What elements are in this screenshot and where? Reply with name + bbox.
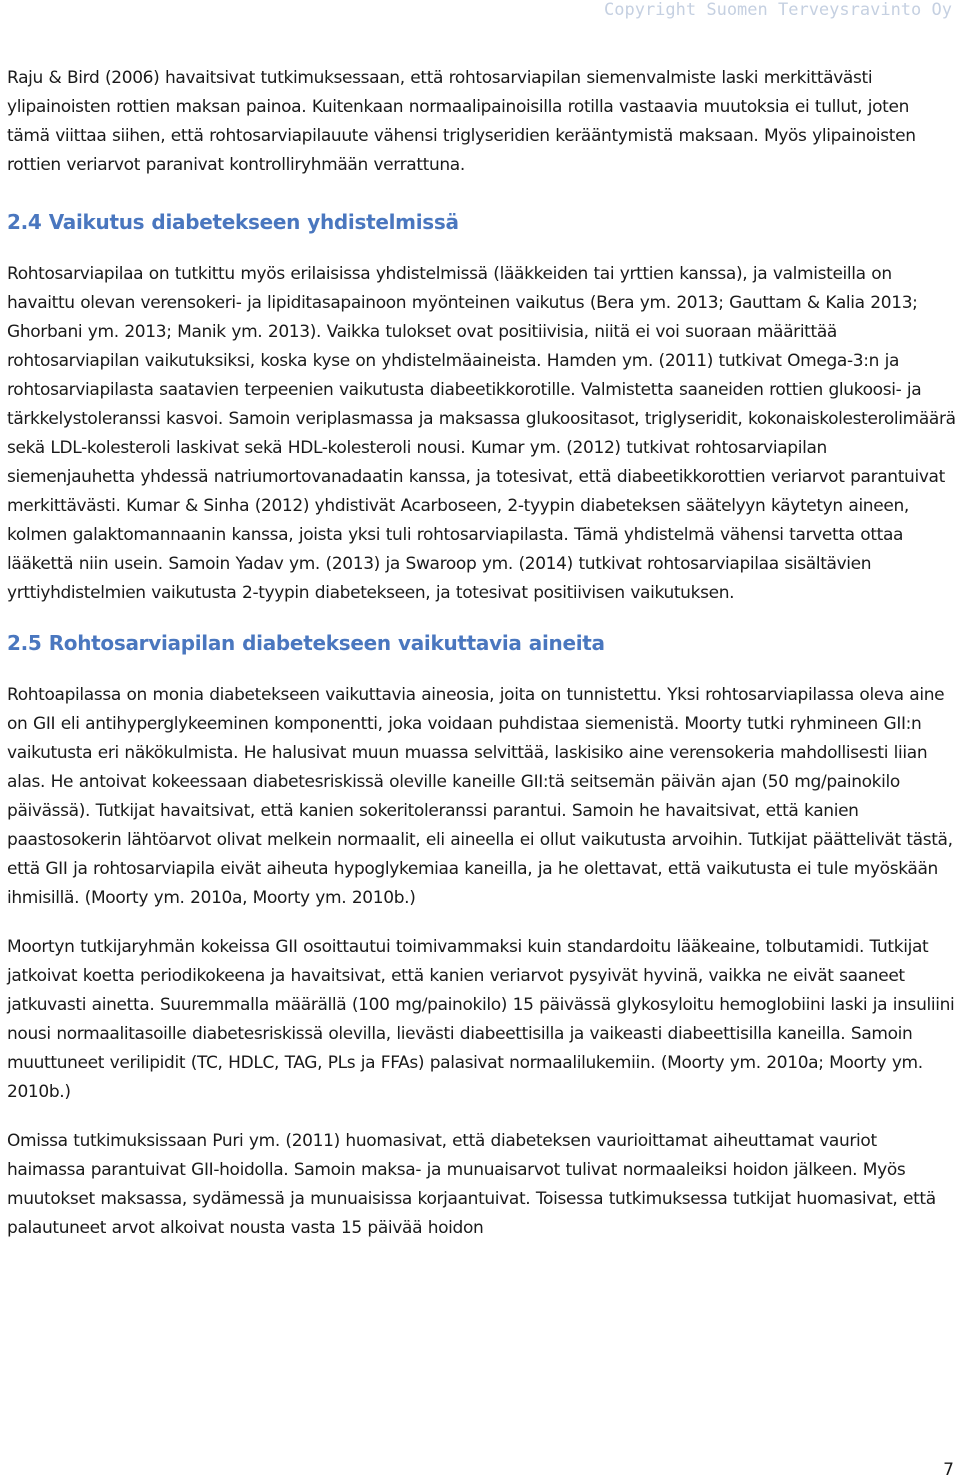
- copyright-header: Copyright Suomen Terveysravinto Oy: [604, 0, 952, 20]
- paragraph-moorty-group: Moortyn tutkijaryhmän kokeissa GII osoittautui toimivammaksi kuin standardoitu lääkeaine, tolbutamidi. Tutkijat jatkoivat koetta periodikokeena ja havaitsivat, että kanien veriarvot pysyivät hyvinä, vaikka ne eivät saaneet jatkuvasti ainetta. Suuremmalla määrällä (100 mg/painokilo) 15 päivässä glykosyloitu hemoglobiini laski ja insuliini nousi normaalitasoille diabetesriskissä olevilla, lievästi diabeettisilla ja vaikeasti diabeettisilla kaneilla. Samoin muuttuneet verilipidit (TC, HDLC, TAG, PLs ja FFAs) palasivat normaalilukemiin. (Moorty ym. 2010a; Moorty ym. 2010b.): [7, 937, 955, 1102]
- section-heading-2-4: 2.4 Vaikutus diabetekseen yhdistelmissä: [7, 210, 459, 234]
- section-heading-2-5: 2.5 Rohtosarviapilan diabetekseen vaikuttavia aineita: [7, 631, 605, 655]
- paragraph-combinations: Rohtosarviapilaa on tutkittu myös erilaisissa yhdistelmissä (lääkkeiden tai yrttien kanssa), ja valmisteilla on havaittu olevan verensokeri- ja lipiditasapainoon myönteinen vaikutus (Bera ym. 2013; Gauttam & Kalia 2013; Ghorbani ym. 2013; Manik ym. 2013). Vaikka tulokset ovat positiivisia, niitä ei voi suoraan määrittää rohtosarviapilan vaikutuksiksi, koska kyse on yhdistelmäaineista. Hamden ym. (2011) tutkivat Omega-3:n ja rohtosarviapilasta saatavien terpeenien vaikutusta diabeetikkorotille. Valmistetta saaneiden rottien glukoosi- ja tärkkelystoleranssi kasvoi. Samoin veriplasmassa ja maksassa glukoositasot, triglyseridit, kokonaiskolesterolimäärä sekä LDL-kolesteroli laskivat sekä HDL-kolesteroli nousi. Kumar ym. (2012) tutkivat rohtosarviapilan siemenjauhetta yhdessä natriumortovanadaatin kanssa, ja totesivat, että diabeetikkorottien veriarvot parantuivat merkittävästi. Kumar & Sinha (2012) yhdistivät Acarboseen, 2-tyypin diabeteksen säätelyyn käytetyn aineen, kolmen galaktomannaanin kanssa, joista yksi tuli rohtosarviapilasta. Tämä yhdistelmä vähensi tarvetta ottaa lääkettä niin usein. Samoin Yadav ym. (2013) ja Swaroop ym. (2014) tutkivat rohtosarviapilaa sisältävien yrttiyhdistelmien vaikutusta 2-tyypin diabetekseen, ja totesivat positiivisen vaikutuksen.: [7, 264, 956, 603]
- paragraph-gii-compound: Rohtoapilassa on monia diabetekseen vaikuttavia aineosia, joita on tunnistettu. Yksi rohtosarviapilassa oleva aine on GII eli antihyperglykeeminen komponentti, joka voidaan puhdistaa siemenistä. Moorty tutki ryhmineen GII:n vaikutusta eri näkökulmista. He halusivat muun muassa selvittää, laskisiko aine verensokeria mahdollisesti liian alas. He antoivat kokeessaan diabetesriskissä oleville kaneille GII:tä seitsemän päivän ajan (50 mg/painokilo päivässä). Tutkijat havaitsivat, että kanien sokeritoleranssi parantui. Samoin he havaitsivat, että kanien paastosokerin lähtöarvot olivat melkein normaalit, eli aineella ei ollut vaikutusta arvoihin. Tutkijat päättelivät tästä, että GII ja rohtosarviapila eivät aiheuta hypoglykemiaa kaneilla, ja he olettavat, että vaikutusta ei tule myöskään ihmisillä. (Moorty ym. 2010a, Moorty ym. 2010b.): [7, 685, 953, 908]
- paragraph-puri-study: Omissa tutkimuksissaan Puri ym. (2011) huomasivat, että diabeteksen vaurioittamat aiheuttamat vauriot haimassa parantuivat GII-hoidolla. Samoin maksa- ja munuaisarvot tulivat normaaleiksi hoidon jälkeen. Myös muutokset maksassa, sydämessä ja munuaisissa korjaantuivat. Toisessa tutkimuksessa tutkijat huomasivat, että palautuneet arvot alkoivat nousta vasta 15 päivää hoidon: [7, 1131, 936, 1238]
- paragraph-raju-bird: Raju & Bird (2006) havaitsivat tutkimuksessaan, että rohtosarviapilan siemenvalmiste laski merkittävästi ylipainoisten rottien maksan painoa. Kuitenkaan normaalipainoisilla rotilla vastaavia muutoksia ei tullut, joten tämä viittaa siihen, että rohtosarviapilauute vähensi triglyseridien kerääntymistä maksaan. Myös ylipainoisten rottien veriarvot paranivat kontrolliryhmään verrattuna.: [7, 68, 916, 175]
- document-body: [7, 64, 957, 1263]
- page-number: 7: [943, 1460, 954, 1480]
